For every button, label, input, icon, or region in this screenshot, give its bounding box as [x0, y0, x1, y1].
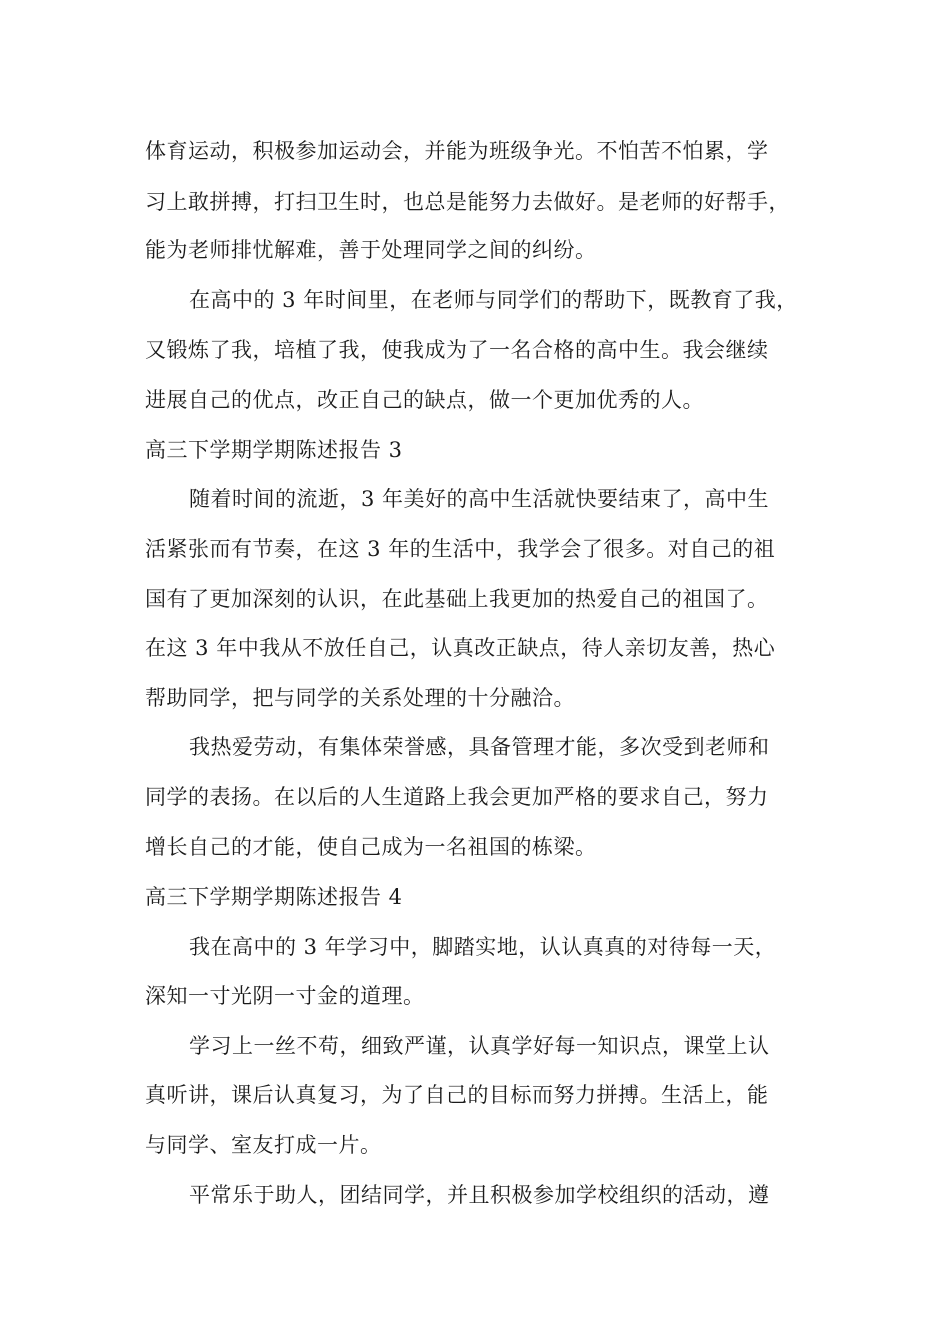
body-text-line: 与同学、室友打成一片。	[145, 1133, 382, 1157]
body-text-line: 进展自己的优点，改正自己的缺点，做一个更加优秀的人。	[145, 388, 704, 412]
body-text-line: 我热爱劳动，有集体荣誉感，具备管理才能，多次受到老师和	[189, 735, 770, 759]
body-text-line: 国有了更加深刻的认识，在此基础上我更加的热爱自己的祖国了。	[145, 587, 769, 611]
body-text-line: 平常乐于助人，团结同学，并且积极参加学校组织的活动，遵	[189, 1183, 770, 1207]
body-text-line: 同学的表扬。在以后的人生道路上我会更加严格的要求自己，努力	[145, 785, 769, 809]
section-heading: 高三下学期学期陈述报告 3	[145, 438, 403, 462]
body-text-line: 真听讲，课后认真复习，为了自己的目标而努力拼搏。生活上，能	[145, 1083, 769, 1107]
body-text-line: 随着时间的流逝，3 年美好的高中生活就快要结束了，高中生	[189, 487, 770, 511]
body-text-line: 我在高中的 3 年学习中，脚踏实地，认认真真的对待每一天，	[189, 935, 777, 959]
body-text-line: 体育运动，积极参加运动会，并能为班级争光。不怕苦不怕累，学	[145, 139, 769, 163]
body-text-line: 习上敢拼搏，打扫卫生时，也总是能努力去做好。是老师的好帮手，	[145, 190, 790, 214]
body-text-line: 在这 3 年中我从不放任自己，认真改正缺点，待人亲切友善，热心	[145, 636, 776, 660]
body-text-line: 深知一寸光阴一寸金的道理。	[145, 984, 425, 1008]
body-text-line: 学习上一丝不苟，细致严谨，认真学好每一知识点，课堂上认	[189, 1034, 770, 1058]
section-heading: 高三下学期学期陈述报告 4	[145, 885, 403, 909]
body-text-line: 又锻炼了我，培植了我，使我成为了一名合格的高中生。我会继续	[145, 338, 769, 362]
body-text-line: 在高中的 3 年时间里，在老师与同学们的帮助下，既教育了我，	[189, 288, 798, 312]
body-text-line: 活紧张而有节奏，在这 3 年的生活中，我学会了很多。对自己的祖	[145, 537, 776, 561]
body-text-line: 能为老师排忧解难，善于处理同学之间的纠纷。	[145, 238, 597, 262]
body-text-line: 增长自己的才能，使自己成为一名祖国的栋梁。	[145, 835, 597, 859]
body-text-line: 帮助同学，把与同学的关系处理的十分融洽。	[145, 686, 575, 710]
